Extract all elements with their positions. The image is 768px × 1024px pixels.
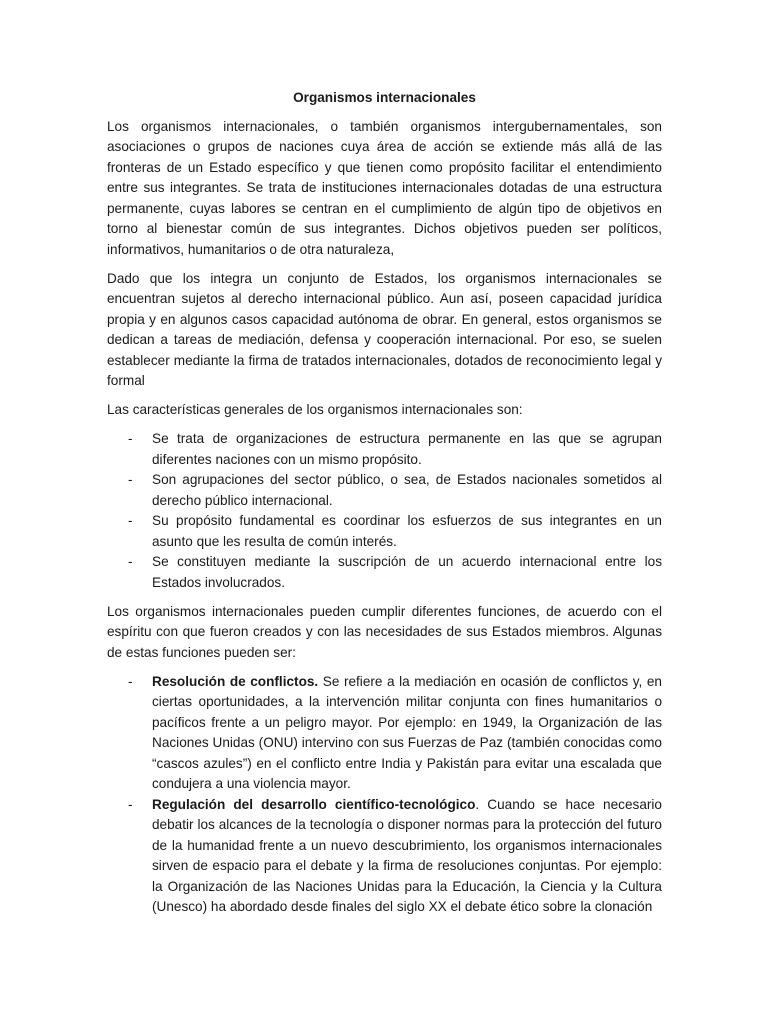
document-title: Organismos internacionales — [293, 90, 476, 105]
list-item — [107, 795, 662, 918]
function-heading: Resolución de conflictos. — [152, 673, 319, 689]
list-item — [107, 511, 662, 552]
intro-paragraph: Los organismos internacionales, o también organismos intergubernamentales, son asociaciones o grupos de naciones cuya área de acción se extiende más allá de las fronteras de un Estado específico y que tienen como propósito facilitar el entendimiento entre sus integrantes. Se trata de instituciones internacionales dotadas de una estructura permanente, cuyas labores se centran en el cumplimiento de algún tipo de objetivos en torno al bienestar común de sus integrantes. Dichos objetivos pueden ser políticos, informativos, humanitarios o de otra naturaleza, — [107, 118, 662, 257]
list-item-text: Se constituyen mediante la suscripción de un acuerdo internacional entre los Estados involucrados. — [152, 554, 662, 590]
list-item — [107, 470, 662, 511]
document-body — [107, 88, 662, 926]
list-item — [107, 552, 662, 593]
functions-list — [107, 672, 662, 918]
list-item-text: Se trata de organizaciones de estructura permanente en las que se agrupan diferentes naciones con un mismo propósito. — [152, 431, 662, 467]
list-item — [107, 672, 662, 795]
list-item — [107, 429, 662, 470]
legal-status-paragraph: Dado que los integra un conjunto de Estados, los organismos internacionales se encuentran sujetos al derecho internacional público. Aun así, poseen capacidad jurídica propia y en algunos casos capacidad autónoma de obrar. En general, estos organismos se dedican a tareas de mediación, defensa y cooperación internacional. Por eso, se suelen establecer mediante la firma de tratados internacionales, dotados de reconocimiento legal y formal — [107, 270, 662, 388]
bullet-dash: - — [128, 431, 133, 446]
characteristics-intro: Las características generales de los organismos internacionales son: — [107, 402, 523, 417]
functions-intro: Los organismos internacionales pueden cumplir diferentes funciones, de acuerdo con el espíritu con que fueron creados y con las necesidades de sus Estados miembros. Algunas de estas funciones pueden ser: — [107, 603, 662, 660]
function-heading: Regulación del desarrollo científico-tecnológico — [152, 796, 476, 812]
bullet-dash: - — [128, 554, 133, 569]
bullet-dash: - — [128, 513, 133, 528]
function-text: Se refiere a la mediación en ocasión de conflictos y, en ciertas oportunidades, a la intervención militar conjunta con fines humanitarios o pacíficos frente a un peligro mayor. Por ejemplo: en 1949, la Organización de las Naciones Unidas (ONU) intervino con sus Fuerzas de Paz (también conocidas como “cascos azules”) en el conflicto entre India y Pakistán para evitar una escalada que condujera a una violencia mayor. — [152, 673, 662, 791]
characteristics-list — [107, 429, 662, 593]
bullet-dash: - — [128, 472, 133, 487]
list-item-text: Su propósito fundamental es coordinar los esfuerzos de sus integrantes en un asunto que les resulta de común interés. — [152, 513, 662, 549]
function-text: . Cuando se hace necesario debatir los alcances de la tecnología o disponer normas para la protección del futuro de la humanidad frente a un nuevo descubrimiento, los organismos internacionales sirven de espacio para el debate y la firma de resoluciones conjuntas. Por ejemplo: la Organización de las Naciones Unidas para la Educación, la Ciencia y la Cultura (Unesco) ha abordado desde finales del siglo XX el debate ético sobre la clonación — [152, 796, 662, 914]
bullet-dash: - — [128, 673, 133, 689]
bullet-dash: - — [128, 796, 133, 812]
list-item-text: Son agrupaciones del sector público, o sea, de Estados nacionales sometidos al derecho público internacional. — [152, 472, 662, 508]
